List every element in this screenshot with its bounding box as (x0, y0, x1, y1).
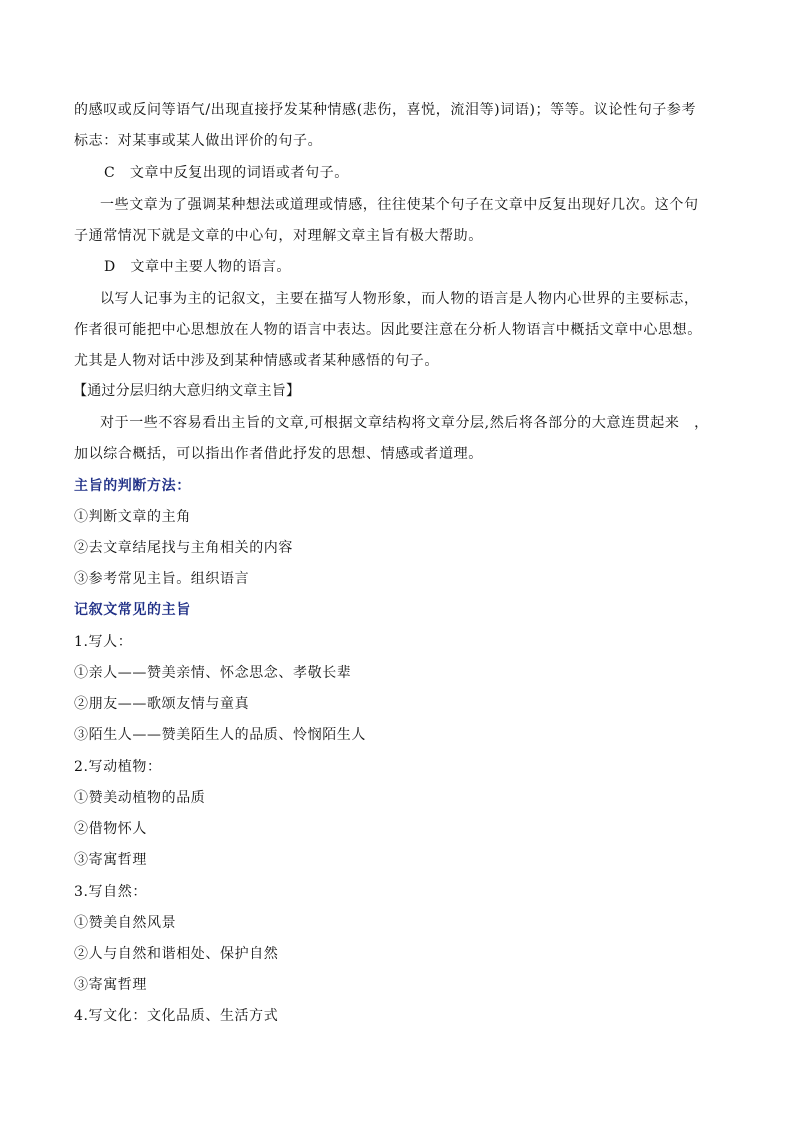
paragraph-line: 作者很可能把中心思想放在人物的语言中表达。因此要注意在分析人物语言中概括文章中心思想。 (74, 322, 702, 338)
section-heading-c: C 文章中反复出现的词语或者句子。 (104, 165, 349, 181)
subheading: 1.写人： (74, 634, 133, 650)
list-item: ③寄寓哲理 (74, 977, 147, 993)
paragraph-line: 的感叹或反问等语气/出现直接抒发某种情感(悲伤，喜悦，流泪等)词语)；等等。议论性句子参考 (74, 102, 697, 118)
narrative-title: 记叙文常见的主旨 (74, 602, 191, 618)
paragraph-line: 对于一些不容易看出主旨的文章,可根据文章结构将文章分层,然后将各部分的大意连贯起来 ， (100, 415, 709, 431)
bracket-title: 【通过分层归纳大意归纳文章主旨】 (73, 383, 301, 399)
judge-method-title: 主旨的判断方法： (74, 478, 191, 494)
paragraph-line: 一些文章为了强调某种想法或道理或情感，往往使某个句子在文章中反复出现好几次。这个句 (100, 197, 699, 213)
paragraph-line: 子通常情况下就是文章的中心句，对理解文章主旨有极大帮助。 (74, 228, 483, 244)
list-item: ②去文章结尾找与主角相关的内容 (74, 540, 293, 556)
list-item: ③参考常见主旨。组织语言 (74, 571, 250, 587)
list-item: ①判断文章的主角 (74, 509, 191, 525)
section-heading-d: D 文章中主要人物的语言。 (104, 259, 292, 275)
list-item: ②人与自然和谐相处、保护自然 (74, 946, 279, 962)
list-item: ③寄寓哲理 (74, 852, 147, 868)
list-item: ②朋友——歌颂友情与童真 (74, 696, 250, 712)
paragraph-line: 加以综合概括，可以指出作者借此抒发的思想、情感或者道理。 (74, 446, 483, 462)
paragraph-line: 尤其是人物对话中涉及到某种情感或者某种感悟的句子。 (74, 353, 439, 369)
list-item: ③陌生人——赞美陌生人的品质、怜悯陌生人 (74, 727, 366, 743)
subheading: 2.写动植物： (74, 759, 162, 775)
subheading: 4.写文化：文化品质、生活方式 (74, 1008, 279, 1024)
list-item: ①赞美动植物的品质 (74, 790, 206, 806)
list-item: ②借物怀人 (74, 821, 147, 837)
paragraph-line: 标志：对某事或某人做出评价的句子。 (74, 133, 323, 149)
subheading: 3.写自然： (74, 884, 147, 900)
list-item: ①亲人——赞美亲情、怀念思念、孝敬长辈 (74, 665, 352, 681)
list-item: ①赞美自然风景 (74, 915, 177, 931)
paragraph-line: 以写人记事为主的记叙文，主要在描写人物形象，而人物的语言是人物内心世界的主要标志， (100, 291, 699, 307)
